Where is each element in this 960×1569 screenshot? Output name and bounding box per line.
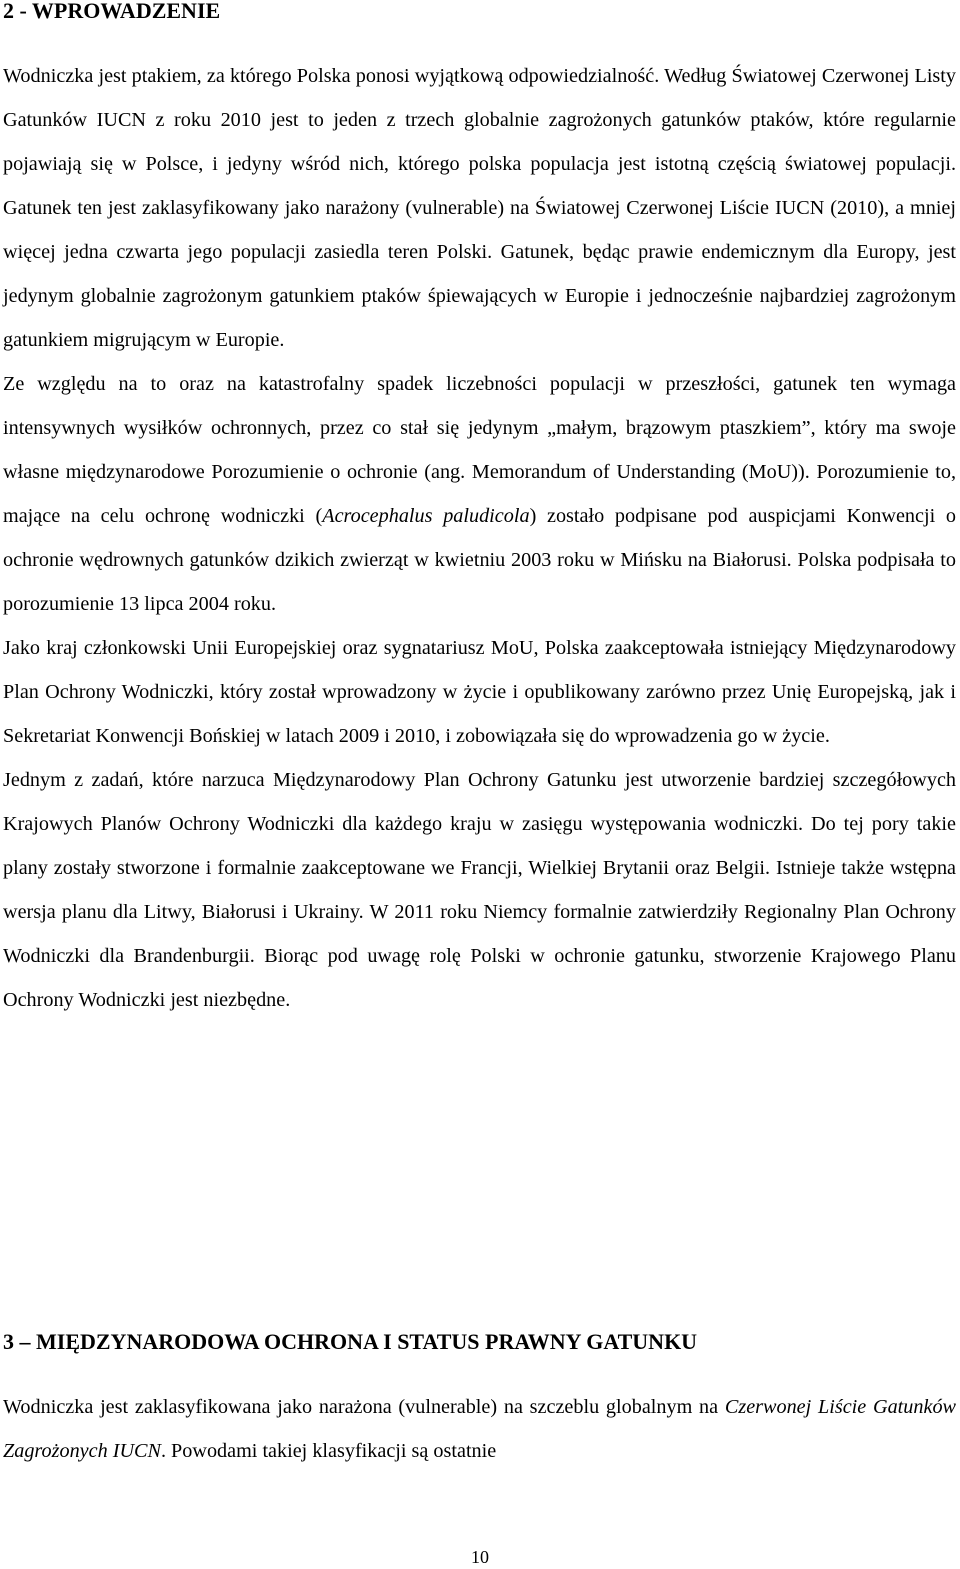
section-body-international-protection — [3, 1385, 956, 1473]
paragraph-5 — [3, 1385, 956, 1473]
paragraph-2-text-after: ) zostało podpisane pod auspicjami Konwencji o ochronie wędrownych gatunków dzikich zwierząt w kwietniu 2003 roku w Mińsku na Białorusi. Polska podpisała to porozumienie 13 lipca 2004 roku. — [3, 505, 956, 615]
paragraph-5-text-after: . Powodami takiej klasyfikacji są ostatnie — [160, 1440, 497, 1462]
section-body-introduction — [3, 54, 956, 1022]
paragraph-5-text-before: Wodniczka jest zaklasyfikowana jako narażona (vulnerable) na szczeblu globalnym na — [3, 1396, 725, 1418]
paragraph-2 — [3, 362, 956, 626]
species-latin-name: Acrocephalus paludicola — [322, 505, 530, 527]
paragraph-3: Jako kraj członkowski Unii Europejskiej oraz sygnatariusz MoU, Polska zaakceptowała istniejący Międzynarodowy Plan Ochrony Wodniczki, który został wprowadzony w życie i opublikowany zarówno przez Unię Europejską, jak i Sekretariat Konwencji Bońskiej w latach 2009 i 2010, i zobowiązała się do wprowadzenia go w życie. — [3, 637, 956, 747]
section-heading-introduction: 2 - WPROWADZENIE — [3, 0, 221, 23]
section-heading-international-protection: 3 – MIĘDZYNARODOWA OCHRONA I STATUS PRAWNY GATUNKU — [3, 1329, 698, 1354]
paragraph-2-text-before: Ze względu na to oraz na katastrofalny spadek liczebności populacji w przeszłości, gatunek ten wymaga intensywnych wysiłków ochronnych, przez co stał się jedynym „małym, brązowym ptaszkiem”, który ma swoje własne międzynarodowe Porozumienie o ochronie (ang. Memorandum of Understanding (MoU)). Porozumienie to, mające na celu ochronę wodniczki ( — [3, 373, 956, 527]
page-number: 10 — [471, 1547, 489, 1567]
paragraph-1: Wodniczka jest ptakiem, za którego Polska ponosi wyjątkową odpowiedzialność. Według Światowej Czerwonej Listy Gatunków IUCN z roku 2010 jest to jeden z trzech globalnie zagrożonych gatunków ptaków, które regularnie pojawiają się w Polsce, i jedyny wśród nich, którego polska populacja jest istotną częścią światowej populacji. Gatunek ten jest zaklasyfikowany jako narażony (vulnerable) na Światowej Czerwonej Liście IUCN (2010), a mniej więcej jedna czwarta jego populacji zasiedla teren Polski. Gatunek, będąc prawie endemicznym dla Europy, jest jedynym globalnie zagrożonym gatunkiem ptaków śpiewających w Europie i jednocześnie najbardziej zagrożonym gatunkiem migrującym w Europie. — [3, 65, 956, 351]
red-list-title: Czerwonej Liście Gatunków Zagrożonych IUCN — [3, 1396, 956, 1462]
paragraph-4: Jednym z zadań, które narzuca Międzynarodowy Plan Ochrony Gatunku jest utworzenie bardziej szczegółowych Krajowych Planów Ochrony Wodniczki dla każdego kraju w zasięgu występowania wodniczki. Do tej pory takie plany zostały stworzone i formalnie zaakceptowane we Francji, Wielkiej Brytanii oraz Belgii. Istnieje także wstępna wersja planu dla Litwy, Białorusi i Ukrainy. W 2011 roku Niemcy formalnie zatwierdziły Regionalny Plan Ochrony Wodniczki dla Brandenburgii. Biorąc pod uwagę rolę Polski w ochronie gatunku, stworzenie Krajowego Planu Ochrony Wodniczki jest niezbędne. — [3, 769, 956, 1011]
